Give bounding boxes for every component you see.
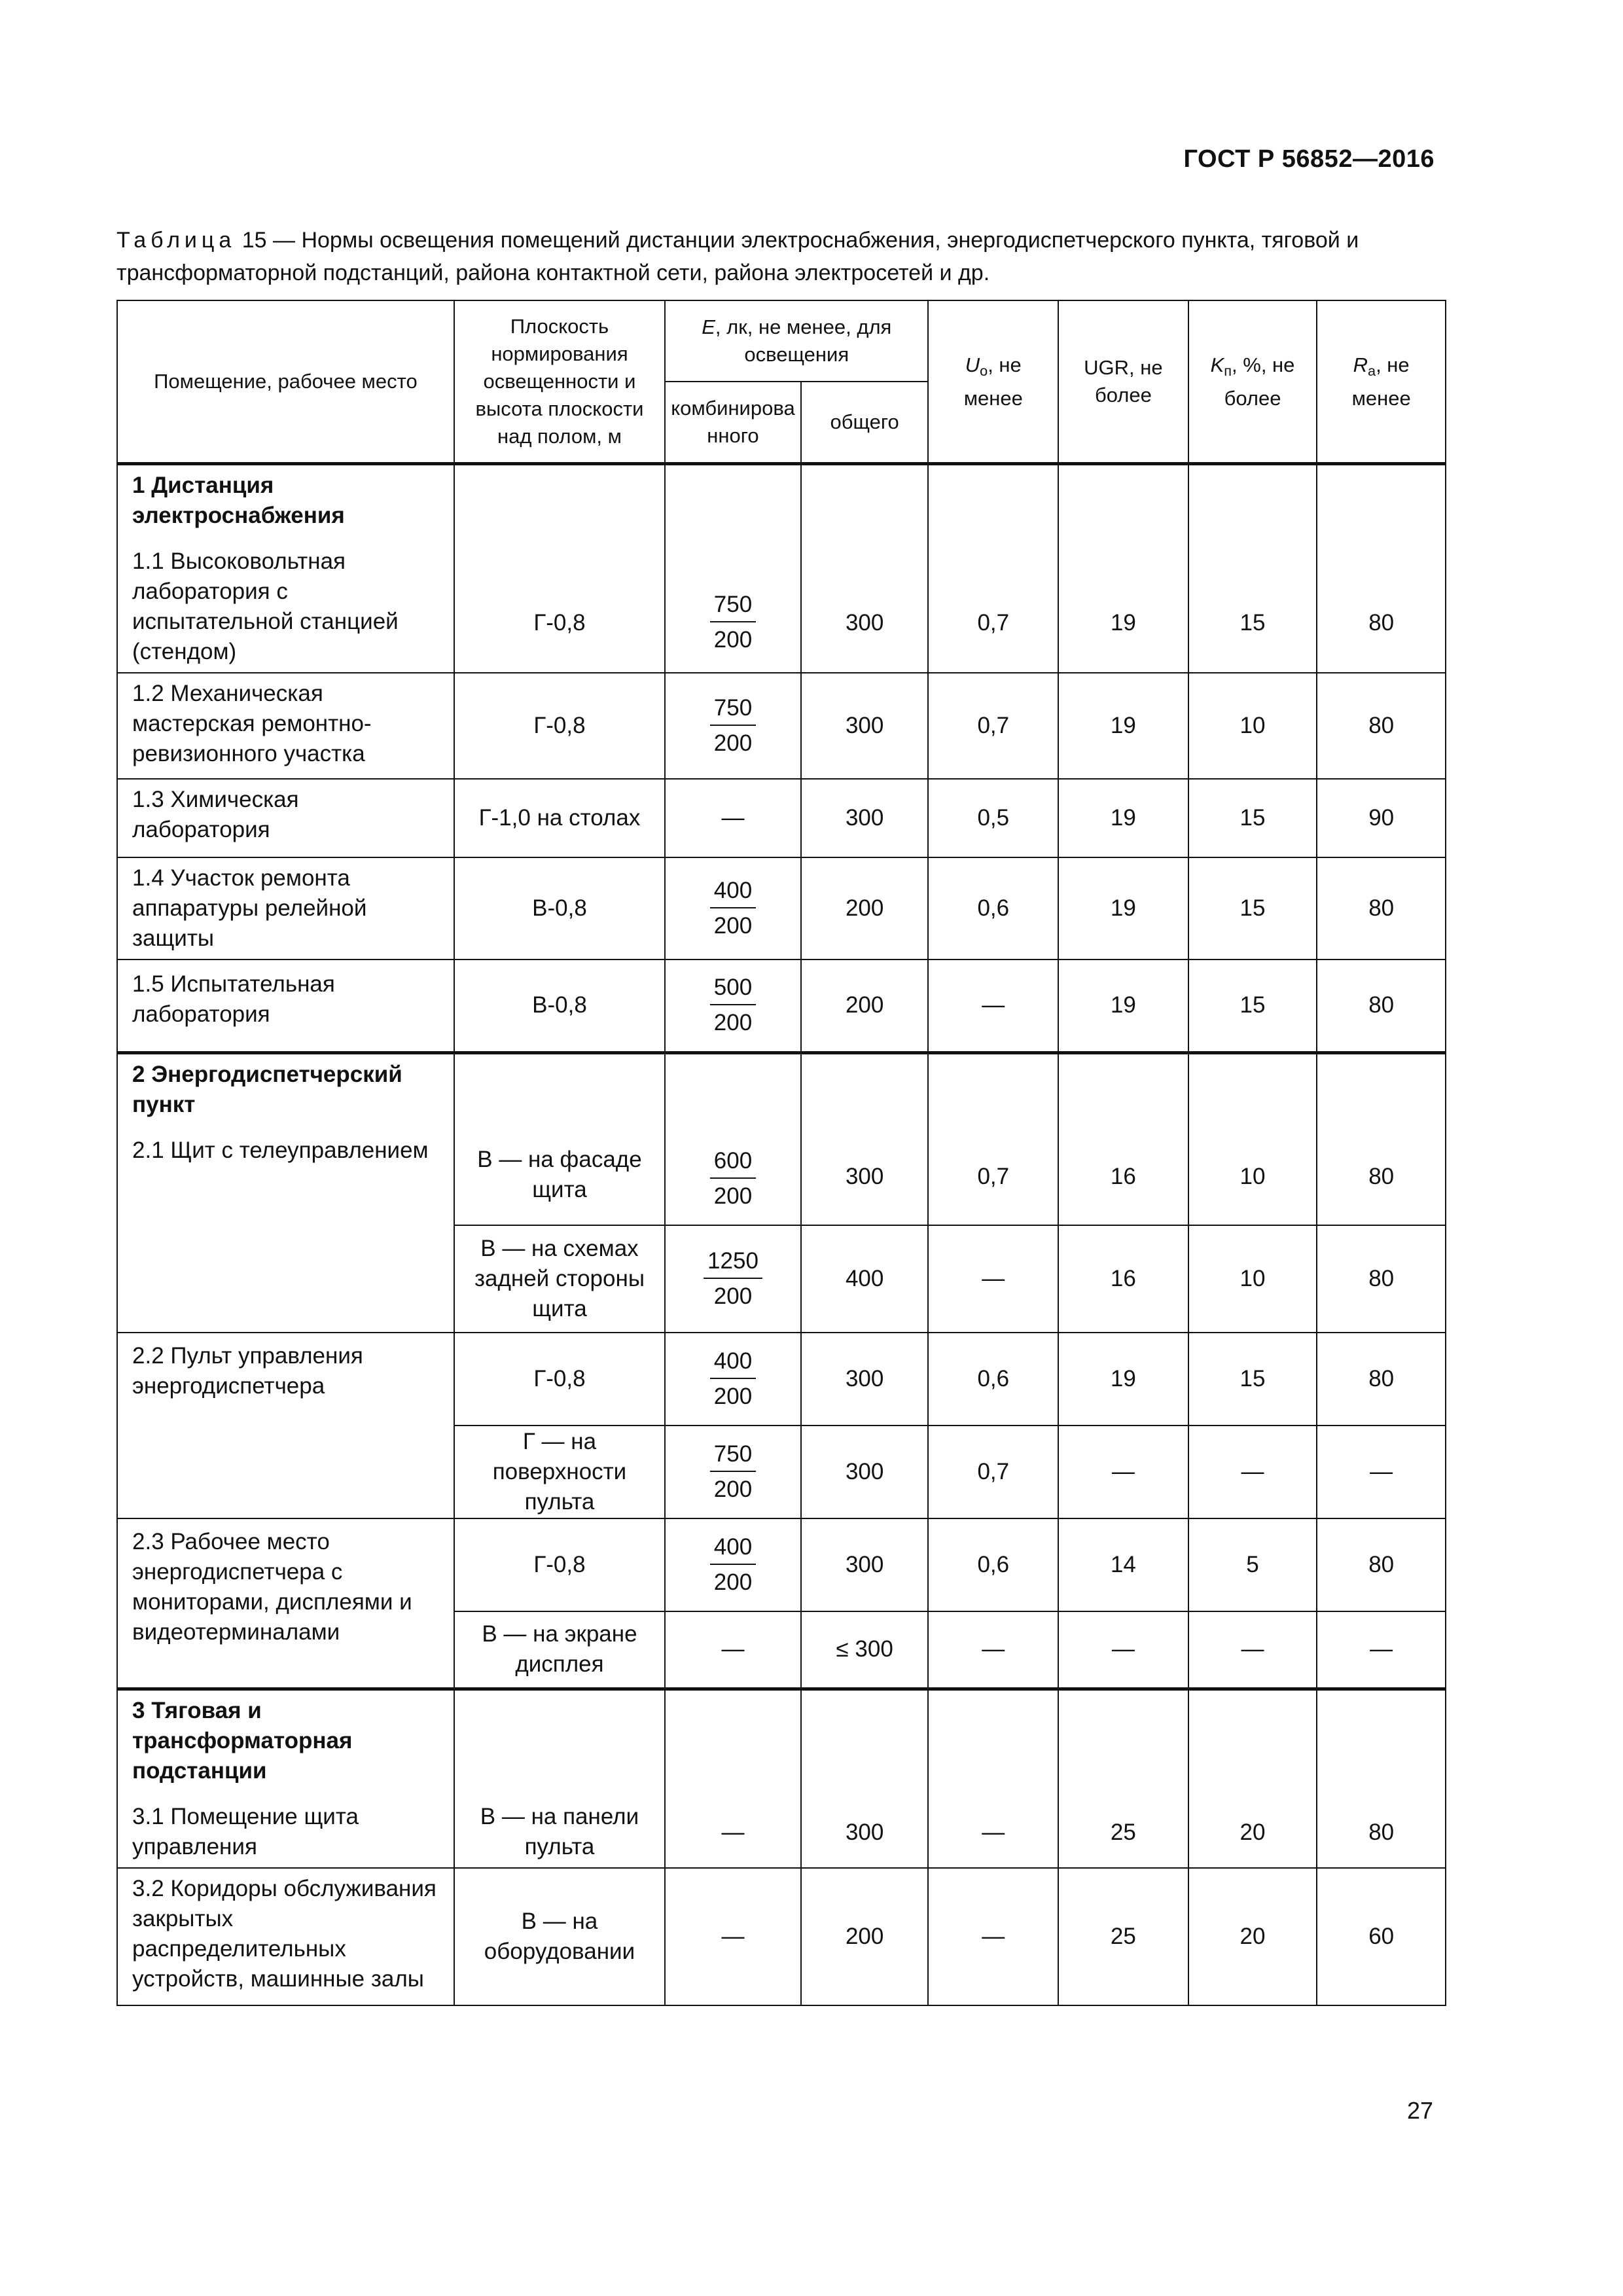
color-rendering-cell: 90 [1317,779,1446,857]
color-rendering-cell: 80 [1317,857,1446,960]
pulsation-cell: 5 [1188,1518,1317,1611]
e-general-cell: 200 [801,960,929,1052]
room-name: 1.2 Механическая мастерская ремонтно-ревизионного участка [117,673,454,779]
caption-text: 15 — Нормы освещения помещений дистанции электроснабжения, энергодиспетчерского пункта, тяговой и трансформаторной подстанций, района контактной сети, района электросетей и др. [116,228,1359,285]
color-rendering-cell: 60 [1317,1868,1446,2005]
pulsation-cell: 10 [1188,673,1317,779]
room-name: 3.2 Коридоры обслуживания закрытых распределительных устройств, машинные залы [117,1868,454,2005]
ugr-cell: 19 [1058,857,1188,960]
room-name: 2.3 Рабочее место энергодиспетчера с мониторами, дисплеями и видеотерминалами [117,1518,454,1689]
ugr-cell: 19 [1058,960,1188,1052]
e-combined-cell: $\frac{400}{200}$ [665,857,801,960]
uniformity-cell: 0,7 [928,673,1058,779]
plane-cell: Г-0,8 [454,673,665,779]
plane-cell: Г-0,8 [454,464,665,673]
room-name: 1.3 Химическая лаборатория [117,779,454,857]
room-name: 3.1 Помещение щита управления [132,1803,359,1859]
color-rendering-cell: 80 [1317,1225,1446,1333]
color-rendering-cell: 80 [1317,960,1446,1052]
ugr-cell: 25 [1058,1868,1188,2005]
plane-cell: В — на схемах задней стороны щита [454,1225,665,1333]
uniformity-cell: 0,6 [928,1518,1058,1611]
room-name: 2.2 Пульт управления энергодиспетчера [117,1333,454,1518]
plane-cell: Г-0,8 [454,1333,665,1426]
e-combined-cell: — [665,779,801,857]
e-general-cell: 300 [801,1052,929,1225]
page-number: 27 [1406,2097,1433,2124]
plane-cell: В — на панели пульта [454,1689,665,1868]
ugr-cell: 25 [1058,1689,1188,1868]
pulsation-cell: 15 [1188,857,1317,960]
uniformity-cell: 0,7 [928,464,1058,673]
room-name: 1.5 Испытательная лаборатория [117,960,454,1052]
plane-cell: В — на экране дисплея [454,1611,665,1689]
section-title: 2 Энергодиспетчерский пункт [132,1061,402,1117]
header-illuminance: E, лк, не менее, для освещения [665,300,928,382]
ugr-cell: — [1058,1611,1188,1689]
e-combined-cell: $\frac{600}{200}$ [665,1052,801,1225]
e-combined-cell: $\frac{400}{200}$ [665,1333,801,1426]
pulsation-cell: 10 [1188,1225,1317,1333]
pulsation-cell: 15 [1188,779,1317,857]
e-general-cell: 300 [801,1689,929,1868]
e-general-cell: 300 [801,1518,929,1611]
pulsation-cell: — [1188,1426,1317,1518]
e-general-cell: 300 [801,779,929,857]
uniformity-cell: — [928,1611,1058,1689]
color-rendering-cell: 80 [1317,1518,1446,1611]
pulsation-cell: 15 [1188,1333,1317,1426]
pulsation-cell: — [1188,1611,1317,1689]
room-cell [117,464,454,673]
plane-cell: В — на оборудовании [454,1868,665,2005]
e-combined-cell: $\frac{500}{200}$ [665,960,801,1052]
color-rendering-cell: 80 [1317,1333,1446,1426]
plane-cell: В — на фасаде щита [454,1052,665,1225]
uniformity-cell: 0,5 [928,779,1058,857]
room-name: 1.1 Высоковольтная лаборатория с испытательной станцией (стендом) [132,548,399,664]
ugr-cell: 19 [1058,1333,1188,1426]
header-room: Помещение, рабочее место [117,300,454,464]
section-title: 1 Дистанция электроснабжения [132,473,345,528]
ugr-cell: 19 [1058,464,1188,673]
uniformity-cell: 0,6 [928,1333,1058,1426]
uniformity-cell: — [928,960,1058,1052]
color-rendering-cell: 80 [1317,673,1446,779]
color-rendering-cell: 80 [1317,1052,1446,1225]
header-ugr: UGR, не более [1058,300,1188,464]
pulsation-cell: 10 [1188,1052,1317,1225]
color-rendering-cell: — [1317,1611,1446,1689]
e-general-cell: 300 [801,464,929,673]
e-combined-cell: — [665,1868,801,2005]
section-title: 3 Тяговая и трансформаторная подстанции [132,1697,353,1784]
ugr-cell: 19 [1058,779,1188,857]
ugr-cell: 14 [1058,1518,1188,1611]
lighting-norms-table [116,300,1446,2006]
uniformity-cell: — [928,1689,1058,1868]
e-general-cell: 200 [801,1868,929,2005]
pulsation-cell: 15 [1188,960,1317,1052]
pulsation-cell: 20 [1188,1689,1317,1868]
e-general-cell: ≤ 300 [801,1611,929,1689]
plane-cell: В-0,8 [454,960,665,1052]
uniformity-cell: 0,7 [928,1426,1058,1518]
ugr-cell: — [1058,1426,1188,1518]
room-cell [117,1689,454,1868]
e-combined-cell: — [665,1689,801,1868]
room-name: 2.1 Щит с телеуправлением [132,1137,429,1163]
uniformity-cell: — [928,1868,1058,2005]
header-color-rendering: $R_a$, не менее [1317,300,1446,464]
table-caption [116,224,1445,289]
uniformity-cell: — [928,1225,1058,1333]
plane-cell: В-0,8 [454,857,665,960]
e-combined-cell: $\frac{750}{200}$ [665,1426,801,1518]
standard-designation: ГОСТ Р 56852—2016 [1183,145,1435,173]
header-combined: комбинированного [665,382,801,464]
e-combined-cell: $\frac{750}{200}$ [665,464,801,673]
plane-cell: Г — на поверхности пульта [454,1426,665,1518]
color-rendering-cell: — [1317,1426,1446,1518]
pulsation-cell: 20 [1188,1868,1317,2005]
color-rendering-cell: 80 [1317,1689,1446,1868]
color-rendering-cell: 80 [1317,464,1446,673]
e-general-cell: 300 [801,1426,929,1518]
uniformity-cell: 0,6 [928,857,1058,960]
e-general-cell: 300 [801,673,929,779]
ugr-cell: 16 [1058,1052,1188,1225]
uniformity-cell: 0,7 [928,1052,1058,1225]
plane-cell: Г-1,0 на столах [454,779,665,857]
e-combined-cell: $\frac{400}{200}$ [665,1518,801,1611]
e-combined-cell: — [665,1611,801,1689]
e-general-cell: 400 [801,1225,929,1333]
room-cell [117,1052,454,1333]
caption-label: Таблица [116,228,236,253]
header-plane: Плоскость нормирования освещенности и высота плоскости над полом, м [454,300,665,464]
e-general-cell: 200 [801,857,929,960]
plane-cell: Г-0,8 [454,1518,665,1611]
e-general-cell: 300 [801,1333,929,1426]
room-name: 1.4 Участок ремонта аппаратуры релейной защиты [117,857,454,960]
e-combined-cell: $\frac{750}{200}$ [665,673,801,779]
e-combined-cell: $\frac{1250}{200}$ [665,1225,801,1333]
ugr-cell: 16 [1058,1225,1188,1333]
header-uniformity: $U_о$, не менее [928,300,1058,464]
ugr-cell: 19 [1058,673,1188,779]
header-pulsation: $K_п$, %, не более [1188,300,1317,464]
header-general: общего [801,382,929,464]
pulsation-cell: 15 [1188,464,1317,673]
